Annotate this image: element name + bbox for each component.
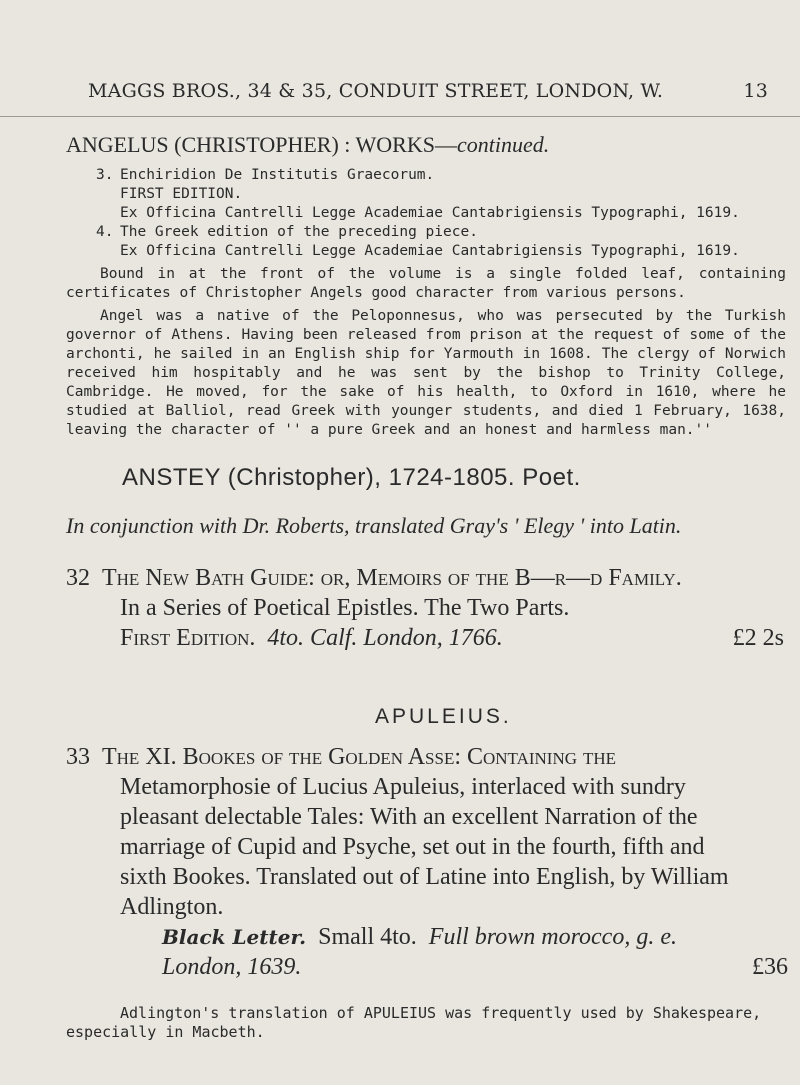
angel-biography: Angel was a native of the Peloponnesus, who was persecuted by the Turkish governor of Athens. Having been released from prison at the request of some of the archonti, he sailed in an English ship for Yarmouth in 1608. The clergy of Norwich received him hospitably and he was sent by the bishop to Trinity College, Cambridge. He moved, for the sake of his health, to Oxford in 1610, where he studied at Balliol, read Greek with younger students, and died 1 February, 1638, leaving the character of '' a pure Greek and an honest and harmless man.'' bbox=[66, 308, 786, 438]
entry-33: 33 The XI. Bookes of the Golden Asse: Containing the Metamorphosie of Lucius Apuleius, interlaced with sundry pleasant delectable Tales: With an excellent Narration of the marriage of Cupid and Psyche, set out in the fourth, fifth and sixth Bookes. Translated out of Latine into English, by William Adlington. Black Letter. Small 4to. Full brown morocco, g. e. London, 1639. £36 bbox=[66, 744, 788, 980]
angelus-section bbox=[66, 132, 786, 440]
angelus-heading: ANGELUS (CHRISTOPHER) : WORKS—continued. bbox=[66, 132, 550, 157]
entry-title: The New Bath Guide: or, Memoirs of the B—r—d Family. bbox=[102, 565, 682, 591]
adlington-note: Adlington's translation of APULEIUS was frequently used by Shakespeare, especially in Macbeth. bbox=[66, 1004, 762, 1041]
header-rule bbox=[0, 116, 800, 117]
entry-price: £2 2s bbox=[732, 625, 784, 651]
entry-number: 32 bbox=[66, 565, 90, 591]
entry-32: 32 The New Bath Guide: or, Memoirs of the B—r—d Family. In a Series of Poetical Epistles. The Two Parts. First Edition. 4to. Calf. London, 1766. £2 2s bbox=[66, 565, 784, 651]
black-letter-label: Black Letter. bbox=[162, 925, 307, 949]
anstey-note: In conjunction with Dr. Roberts, translated Gray's ' Elegy ' into Latin. bbox=[66, 513, 682, 538]
page-header bbox=[88, 80, 768, 102]
bound-note: Bound in at the front of the volume is a single folded leaf, containing certificates of Christopher Angels good character from various persons. bbox=[66, 266, 786, 301]
header-title: MAGGS BROS., 34 & 35, CONDUIT STREET, LONDON, W. bbox=[88, 80, 664, 102]
anstey-heading: ANSTEY (Christopher), 1724-1805. Poet. bbox=[122, 464, 581, 491]
apuleius-heading: APULEIUS. bbox=[375, 705, 512, 728]
angelus-item-4: 4. The Greek edition of the preceding piece. Ex Officina Cantrelli Legge Academiae Cantabrigiensis Typographi, 1619. bbox=[96, 224, 740, 259]
page-number: 13 bbox=[743, 80, 768, 102]
entry-number: 33 bbox=[66, 744, 90, 770]
angelus-item-3: 3. Enchiridion De Institutis Graecorum. FIRST EDITION. Ex Officina Cantrelli Legge Academiae Cantabrigiensis Typographi, 1619. bbox=[96, 167, 740, 221]
entry-price: £36 bbox=[752, 954, 788, 980]
